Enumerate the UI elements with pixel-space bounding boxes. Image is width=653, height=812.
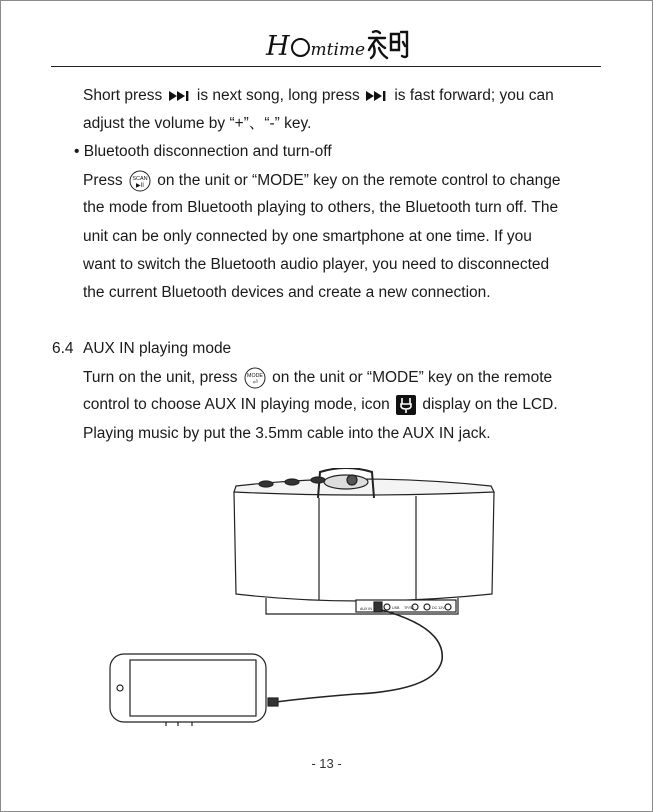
aux-in-icon (396, 395, 416, 415)
next-track-icon (169, 91, 191, 101)
text-line: the current Bluetooth devices and create a new connection. (83, 284, 491, 301)
text-line: the mode from Bluetooth playing to others, the Bluetooth turn off. The (83, 199, 559, 216)
speaker-phone-illustration (106, 468, 506, 738)
logo-letter-h: H (266, 31, 290, 62)
section-title: AUX IN playing mode (83, 340, 232, 357)
svg-text:⏎: ⏎ (252, 379, 258, 386)
line-fragment: Short press (83, 87, 163, 104)
line-fragment: is next song, long press (196, 87, 360, 104)
line-fragment: Turn on the unit, press (83, 369, 238, 387)
port-label: TF/SD (404, 606, 415, 610)
line-fragment: Press (83, 172, 123, 190)
section-number: 6.4 (52, 340, 74, 357)
text-line (83, 395, 558, 415)
header-divider (51, 66, 601, 67)
port-label: USB (392, 606, 400, 610)
port-label: DC 12V (432, 606, 445, 610)
text-line (83, 86, 554, 105)
text-line: unit can be only connected by one smartphone at one time. If you (83, 228, 532, 245)
bullet-heading: • Bluetooth disconnection and turn-off (74, 143, 332, 160)
line-fragment: control to choose AUX IN playing mode, icon (83, 396, 390, 414)
line-fragment: display on the LCD. (422, 396, 558, 414)
logo-word: mtime (310, 40, 366, 60)
page-number: - 13 - (311, 756, 342, 771)
port-label: AUX IN (360, 607, 372, 611)
logo-letter-o (291, 38, 310, 57)
line-fragment: on the unit or “MODE” key on the remote (272, 369, 553, 387)
line-fragment: on the unit or “MODE” key on the remote control to change (157, 172, 561, 190)
logo-chinese-glyph-icon (367, 28, 409, 60)
text-line: want to switch the Bluetooth audio player, you need to disconnected (83, 256, 550, 273)
line-fragment: is fast forward; you can (394, 87, 554, 104)
text-line: Playing music by put the 3.5mm cable into the AUX IN jack. (83, 425, 491, 442)
mode-button-icon (244, 367, 266, 389)
text-line: adjust the volume by “+”、“-” key. (83, 115, 312, 132)
text-line (83, 170, 560, 192)
svg-text:MODE: MODE (246, 373, 263, 379)
next-track-icon (366, 91, 388, 101)
svg-text:SCAN: SCAN (132, 176, 148, 182)
svg-text:▶II: ▶II (135, 183, 144, 189)
brand-logo (266, 26, 409, 60)
scan-button-icon (129, 170, 151, 192)
text-line (83, 367, 552, 389)
